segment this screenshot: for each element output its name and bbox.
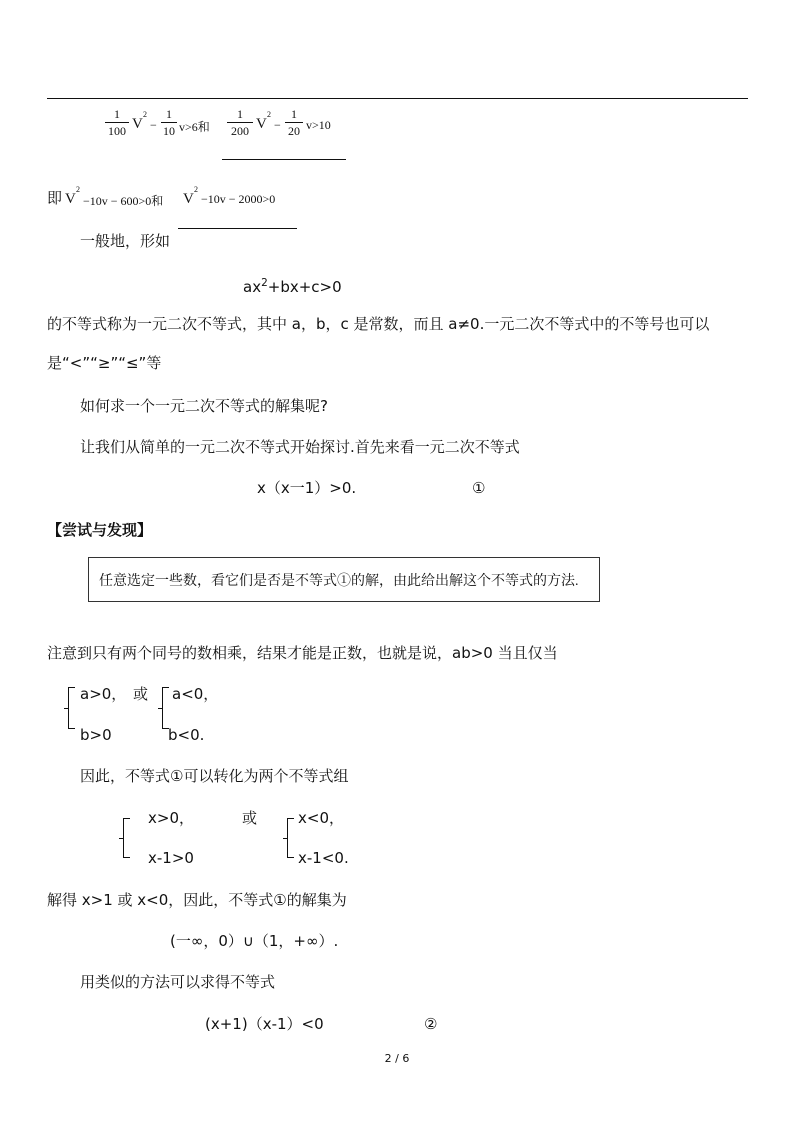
or-word: 或 (242, 809, 258, 827)
fraction-1-10: 1 10 (163, 107, 175, 138)
fraction-1-200: 1 200 (227, 107, 253, 138)
formula-tail: v>6和 (179, 120, 210, 134)
system-line: x>0， (148, 809, 194, 827)
var-v: V (65, 191, 76, 207)
fraction-1-20: 1 20 (285, 107, 303, 138)
paragraph-solve: 解得 x>1 或 x<0，因此，不等式①的解集为 (47, 891, 347, 909)
paragraph-definition: 的不等式称为一元二次不等式，其中 a，b，c 是常数，而且 a≠0.一元二次不等式中的不等号也可以 (47, 315, 710, 333)
var-v: V (132, 116, 143, 132)
paragraph-similar: 用类似的方法可以求得不等式 (80, 973, 276, 991)
page-number: 2 / 6 (384, 1052, 410, 1065)
var-v: V (183, 191, 194, 207)
formula-expr: −10v − 600>0和 (83, 194, 164, 208)
paragraph-note: 注意到只有两个同号的数相乘，结果才能是正数，也就是说，ab>0 当且仅当 (47, 644, 558, 662)
system-line: b>0 (80, 726, 112, 744)
operator: − (150, 118, 157, 132)
paragraph-question: 如何求一个一元二次不等式的解集呢? (80, 397, 328, 415)
fraction-1-100: 1 100 (105, 107, 129, 138)
left-brace (123, 818, 130, 858)
equation-number: ② (424, 1015, 438, 1033)
equation-general: $ax^2+bx+c>0$ (243, 277, 342, 296)
equation-2: (x+1)（x-1）<0 (205, 1015, 324, 1033)
exercise-text: 任意选定一些数，看它们是否是不等式①的解，由此给出解这个不等式的方法. (99, 574, 579, 589)
exponent: 2 (267, 110, 271, 119)
system-line: x-1>0 (148, 849, 194, 867)
equation-solution: (一∞，0）∪（1，+∞）. (170, 932, 339, 950)
left-brace (162, 687, 169, 729)
system-line: a>0， (80, 685, 127, 703)
exponent: 2 (143, 110, 147, 119)
var-v: V (256, 116, 267, 132)
equation-number: ① (472, 479, 486, 497)
paragraph-therefore: 因此，不等式①可以转化为两个不等式组 (80, 767, 349, 785)
system-line: a<0， (172, 685, 219, 703)
equation-1: x（x一1）>0. (257, 479, 357, 497)
left-brace (287, 818, 294, 858)
header-rule (47, 98, 748, 99)
system-line: b<0. (168, 726, 205, 744)
formula-lead: 即 (47, 189, 63, 207)
paragraph-explore: 让我们从简单的一元二次不等式开始探讨.首先来看一元二次不等式 (80, 438, 520, 456)
operator: − (274, 118, 281, 132)
blank-underline (222, 159, 346, 160)
system-line: x-1<0. (298, 849, 349, 867)
blank-underline (178, 228, 297, 229)
system-line: x<0， (298, 809, 344, 827)
exponent: 2 (194, 185, 198, 194)
or-word: 或 (133, 685, 149, 703)
exercise-box (88, 557, 600, 602)
paragraph-general: 一般地，形如 (80, 232, 171, 250)
left-brace (68, 687, 75, 729)
section-title: 【尝试与发现】 (47, 521, 153, 539)
formula-tail: v>10 (306, 118, 331, 132)
exponent: 2 (76, 185, 80, 194)
paragraph-definition: 是“<”“≥”“≤”等 (47, 354, 162, 372)
formula-expr: −10v − 2000>0 (201, 192, 276, 206)
